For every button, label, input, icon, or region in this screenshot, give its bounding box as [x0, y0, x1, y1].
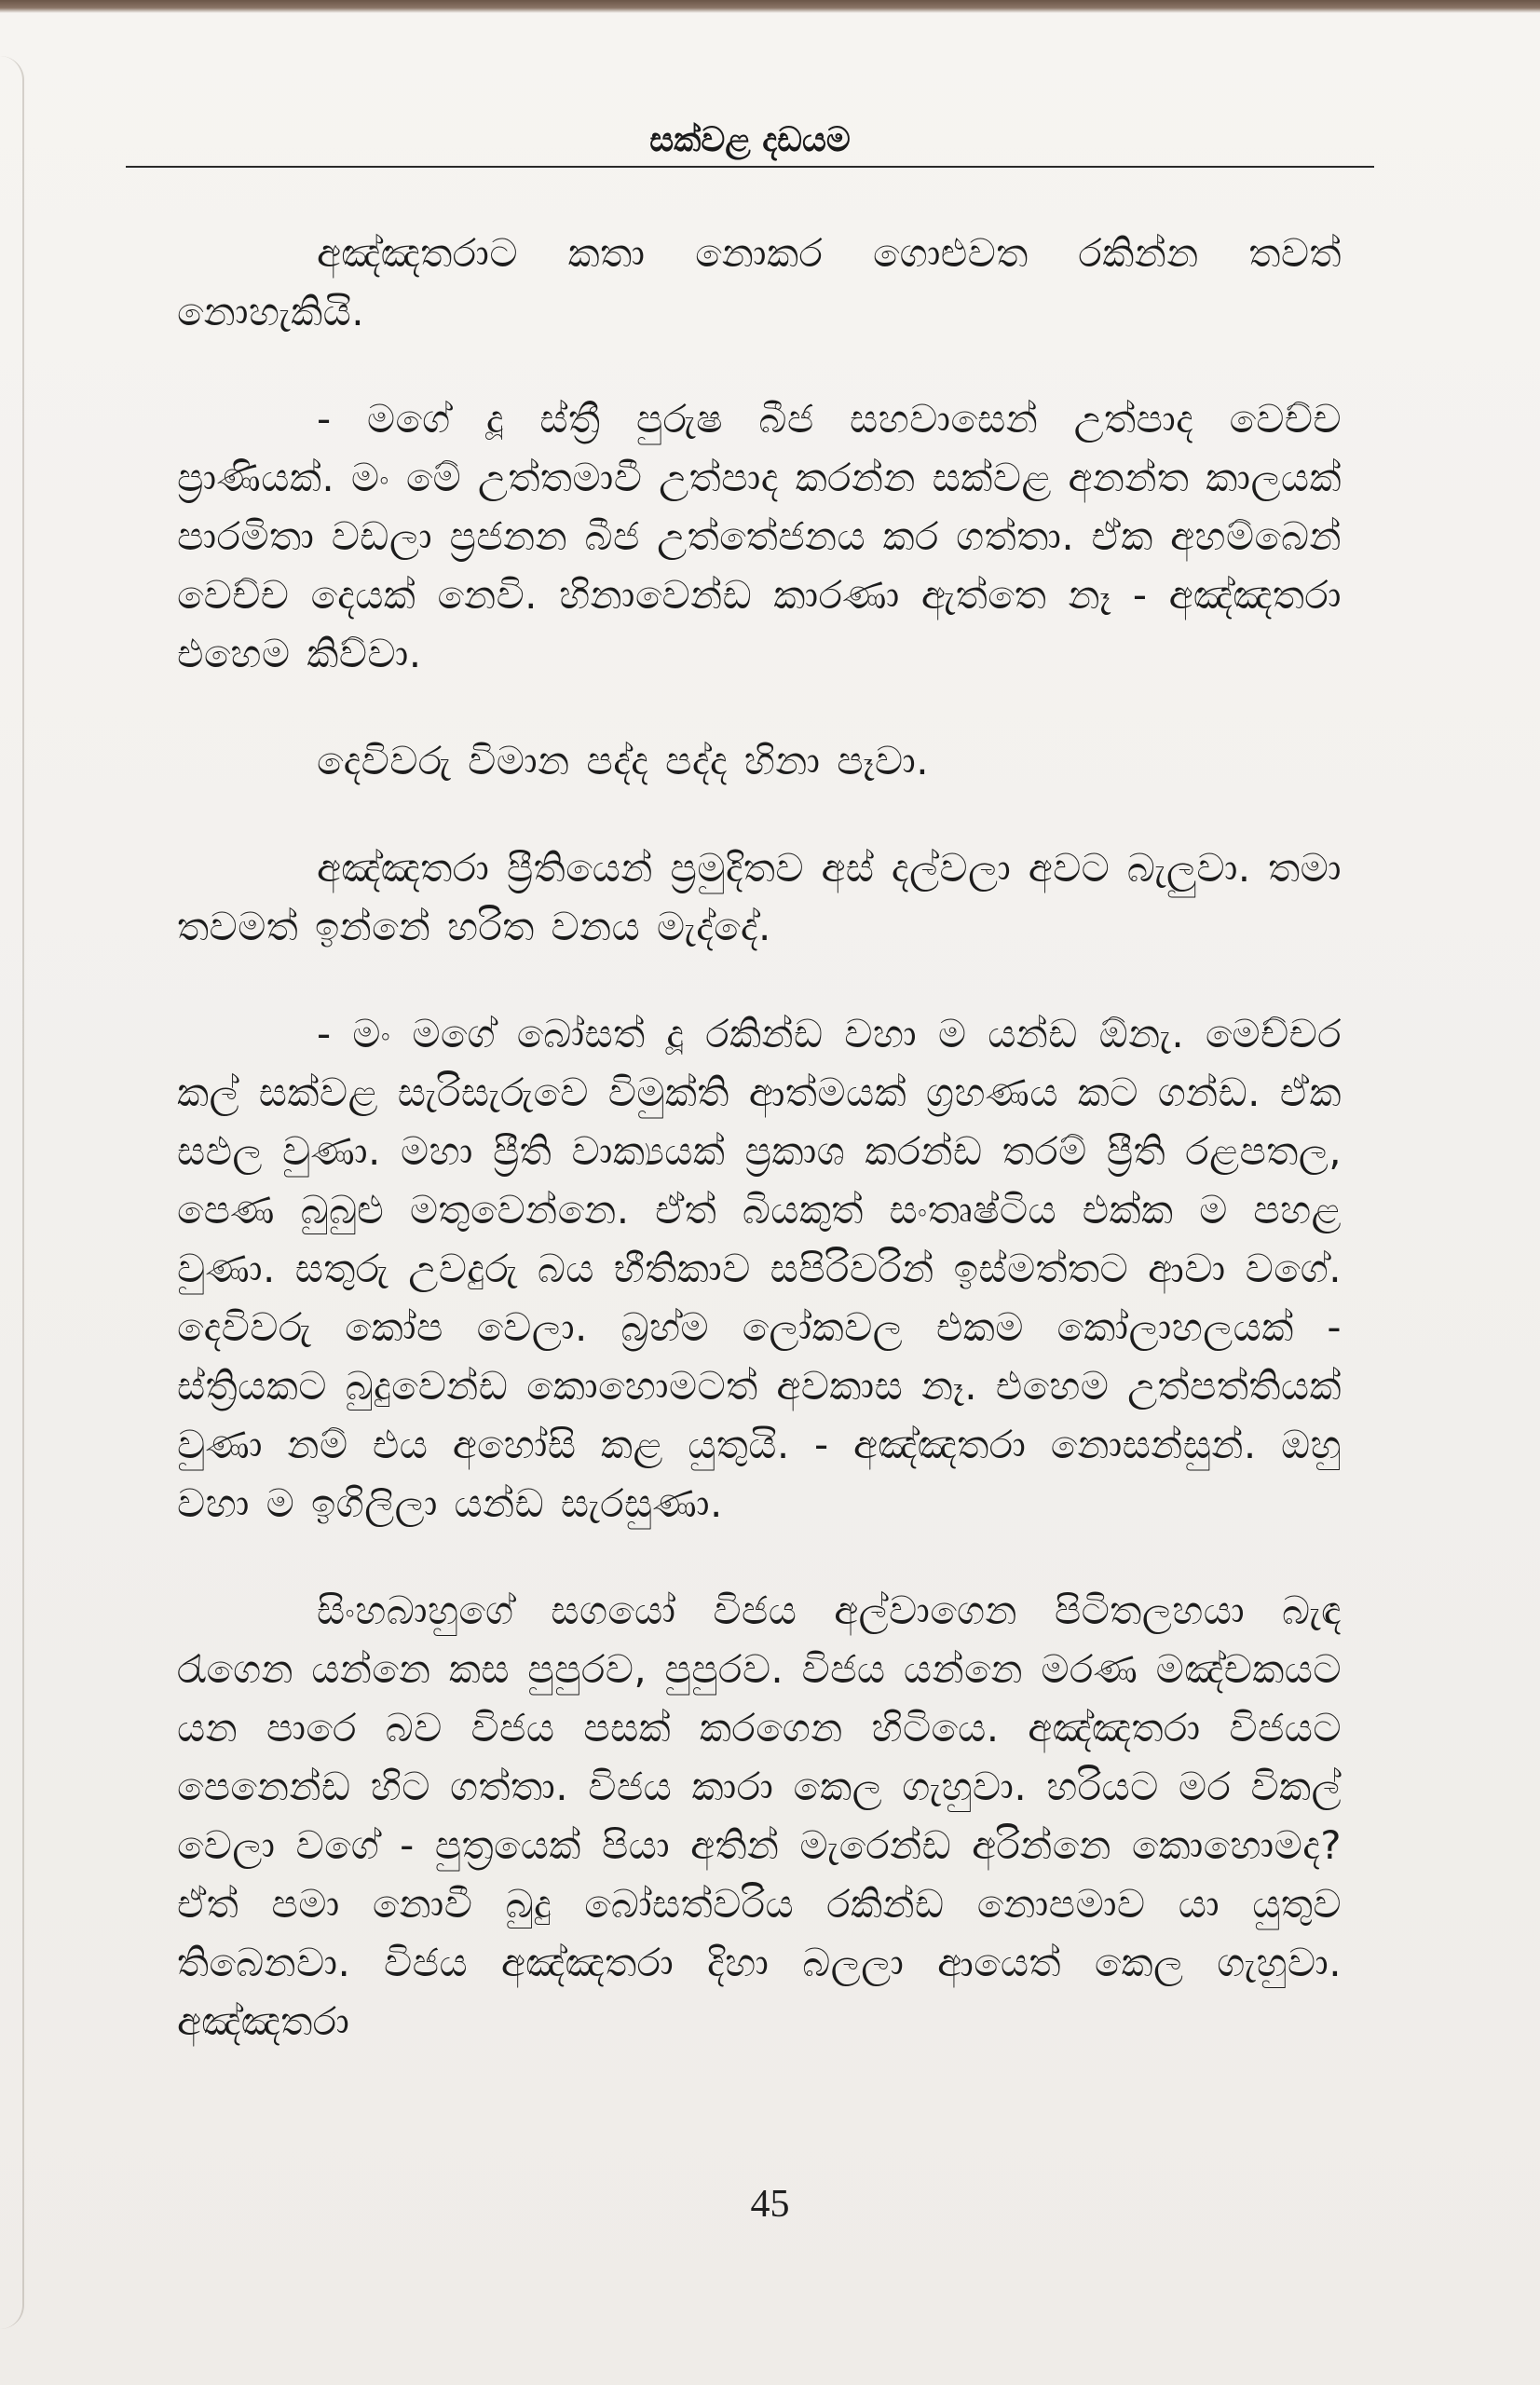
chapter-title: සක්වළ දඩයම — [649, 121, 851, 159]
paragraph-4: අඤ්ඤතරා ප්‍රීතියෙන් ප්‍රමුදිතව අස් දල්වලා අවට බැලුවා. තමා තවමත් ඉන්නේ හරිත වනය මැද්දේ. — [177, 845, 1342, 949]
running-header — [126, 117, 1374, 168]
page-number: 45 — [750, 2183, 790, 2226]
paragraph-1: අඤ්ඤතරාට කතා නොකර ගොළුවත රකින්න තවත් නොහැකියි. — [177, 230, 1342, 334]
page-top-shadow — [0, 0, 1540, 13]
body-text — [177, 224, 1342, 2099]
paragraph-2: - මගේ දූ ස්ත්‍රී පුරුෂ බීජ සහවාසෙන් උත්පාද වෙච්ච ප්‍රාණියක්. මං මේ උත්තමාවී උත්පාද කරන්න සක්වළ අනන්ත කාලයක් පාරමිතා වඩලා ප්‍රජනන බීජ උත්තේජනය කර ගත්තා. ඒක අහම්බෙන් වෙච්ච දෙයක් නෙවි. හිනාවෙන්ඩ කාරණා ඇත්තෙ නෑ - අඤ්ඤතරා එහෙම කිව්වා. — [177, 396, 1342, 676]
paragraph-3: දෙවිවරු විමාන පද්ද පද්ද හිනා පෑවා. — [317, 738, 929, 784]
paragraph-6: සිංහබාහුගේ සගයෝ විජය අල්වාගෙන පිටිතලහයා බැඳ රැගෙන යන්නෙ කස පුපුරව, පුපුරව. විජය යන්නෙ මරණ මඤ්චකයට යන පාරෙ බව විජය පසක් කරගෙන හිටියෙ. අඤ්ඤතරා විජයට පෙනෙන්ඩ හිට ගත්තා. විජය කාරා කෙල ගැහුවා. හරියට මර විකල් වෙලා වගේ - පුත්‍රයෙක් පියා අතින් මැරෙන්ඩ අරින්නෙ කොහොමද? ඒත් පමා නොවී බුදු බෝසත්වරිය රකින්ඩ නොපමාව යා යුතුව තිබෙනවා. විජය අඤ්ඤතරා දිහා බලලා ආයෙත් කෙල ගැහුවා. අඤ්ඤතරා — [177, 1588, 1342, 2044]
page-spine-curve — [0, 56, 24, 2329]
paragraph-5: - මං මගේ බෝසත් දූ රකින්ඩ වහා ම යන්ඩ ඕනැ. මෙච්චර කල් සක්වළ සැරිසැරුවෙ විමුක්ති ආත්මයක් ග්‍රහණය කට ගන්ඩ. ඒක සඵල වුණා. මහා ප්‍රීති වාක්‍යයක් ප්‍රකාශ කරන්ඩ තරම් ප්‍රීති රළපතල, පෙණ බුබුළු මතුවෙන්නෙ. ඒත් බියකුත් සංතෘෂ්ටිය එක්ක ම පහළ වුණා. සතුරු උවදුරු බය භීතිකාව සපිරිවරින් ඉස්මත්තට ආවා වගේ. දෙවිවරු කෝප වෙලා. බ්‍රහ්ම ලෝකවල එකම කෝලාහලයක් - ස්ත්‍රියකට බුදුවෙන්ඩ කොහොමටත් අවකාස නෑ. එහෙම උත්පත්තියක් වුණා නම් එය අහෝසි කළ යුතුයි. - අඤ්ඤතරා නොසන්සුන්. ඔහු වහා ම ඉගිලිලා යන්ඩ සැරසුණා. — [177, 1011, 1342, 1526]
